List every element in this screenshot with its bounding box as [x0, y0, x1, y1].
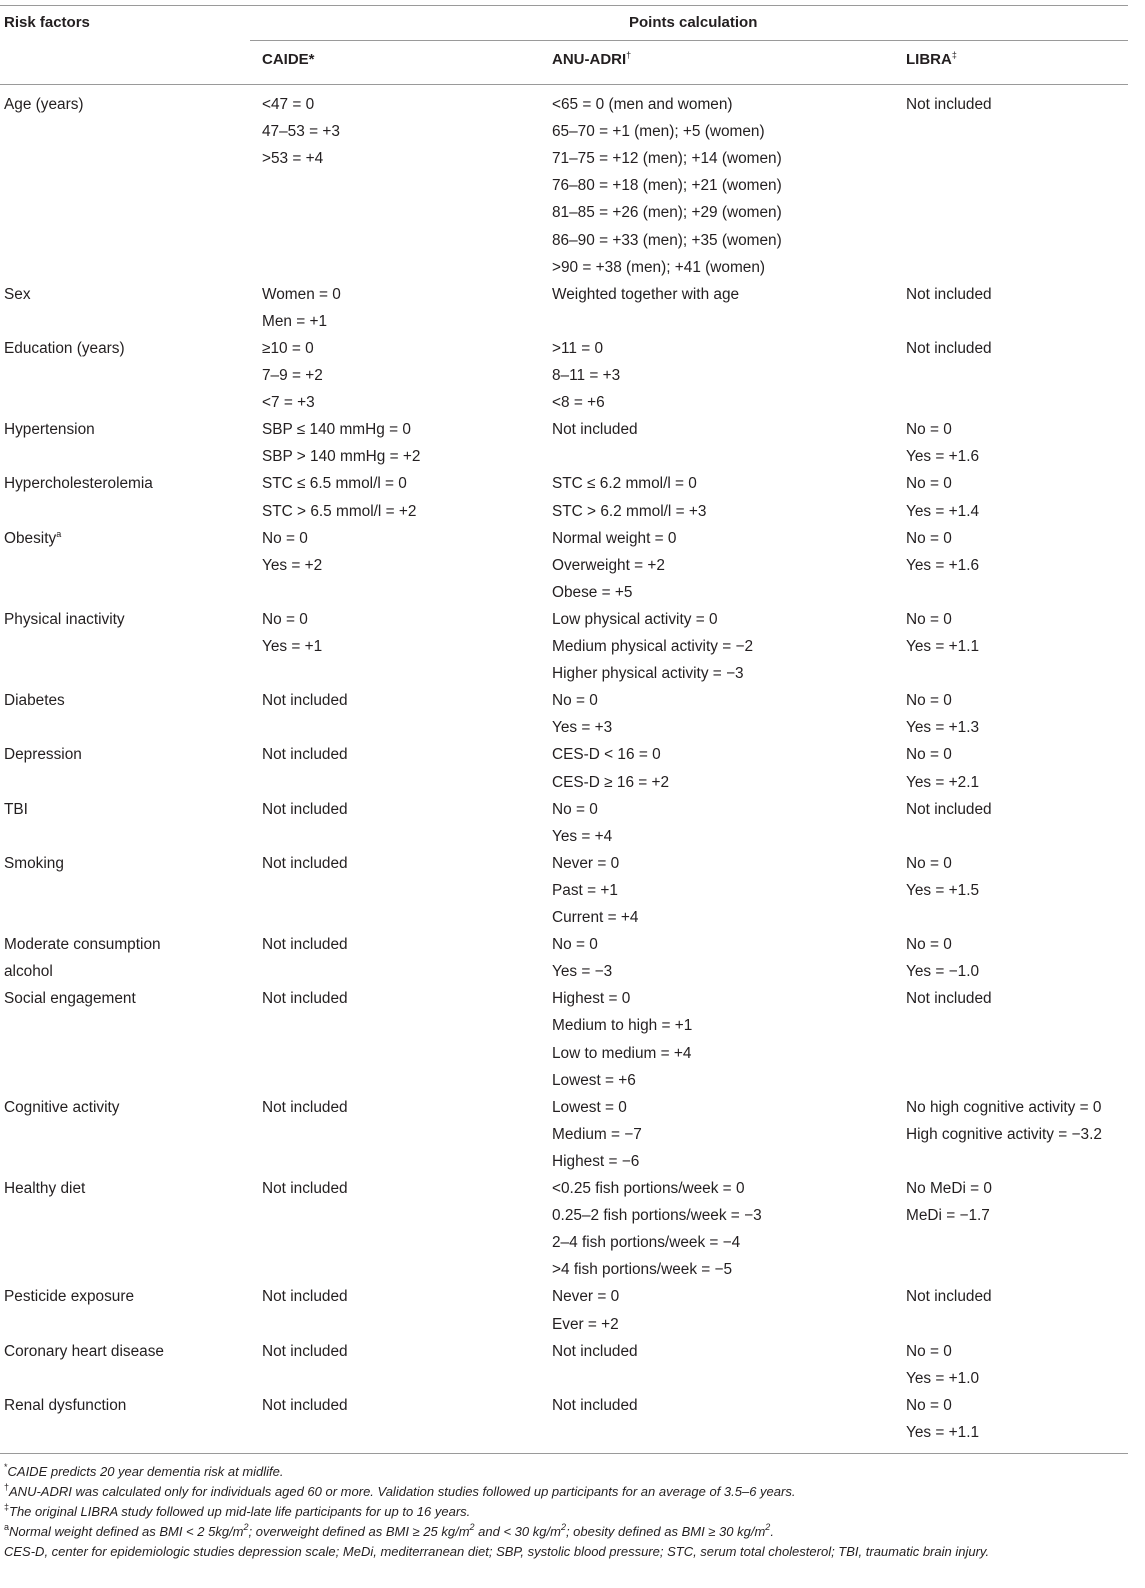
anu-adri-cell-line: Current = +4: [552, 909, 639, 926]
caide-cell-line: SBP > 140 mmHg = +2: [262, 448, 421, 466]
footnote-text: ; overweight defined as BMI ≥ 25 kg/m: [248, 1524, 470, 1539]
anu-adri-cell-line: <8 = +6: [552, 394, 605, 412]
anu-adri-cell-line: Normal weight = 0: [552, 529, 677, 547]
superscript-2: 2: [560, 1522, 566, 1532]
libra-column-mark: ‡: [951, 50, 957, 60]
anu-adri-cell-line: Yes = −3: [552, 963, 613, 981]
libra-cell-line: No = 0: [906, 1396, 952, 1414]
risk-factor-text: Hypercholesterolemia: [4, 475, 153, 493]
anu-adri-cell-line: STC > 6.2 mmol/l = +3: [552, 502, 707, 520]
caide-cell-line: <47 = 0: [262, 96, 315, 113]
risk-factor-text: Diabetes: [4, 692, 65, 710]
risk-factor-label: [4, 339, 125, 359]
anu-adri-cell-line: 71–75 = +12 (men); +14 (women): [552, 150, 782, 168]
libra-cell-line: Yes = +1.6: [906, 556, 980, 574]
caide-cell-line: Not included: [262, 800, 348, 818]
footnote-text: CAIDE predicts 20 year dementia risk at midlife.: [7, 1464, 284, 1479]
anu-adri-cell-line: Ever = +2: [552, 1315, 619, 1333]
footnote-mark: a: [4, 1522, 10, 1532]
anu-adri-cell-line: 8–11 = +3: [552, 367, 621, 384]
caide-cell-line: Not included: [262, 1098, 348, 1116]
risk-factor-label: [4, 1287, 134, 1307]
risk-factor-text: Hypertension: [4, 421, 95, 439]
libra-cell-line: Not included: [906, 339, 992, 357]
caide-cell-line: Yes = +2: [262, 556, 323, 574]
risk-factor-text: Depression: [4, 746, 82, 764]
anu-adri-cell-line: 76–80 = +18 (men); +21 (women): [552, 177, 782, 195]
points-calculation-rule: [250, 40, 1128, 41]
footnote-text: ANU-ADRI was calculated only for individuals aged 60 or more. Validation studies followed up participants for an average of 3.5–6 years.: [9, 1484, 796, 1499]
risk-factor-text: Physical inactivity: [4, 610, 125, 628]
anu-adri-cell-line: Low physical activity = 0: [552, 610, 718, 628]
caide-cell-line: Not included: [262, 1180, 348, 1197]
anu-adri-cell-line: CES-D ≥ 16 = +2: [552, 773, 670, 791]
caide-cell-line: STC > 6.5 mmol/l = +2: [262, 502, 417, 520]
anu-adri-cell-line: Low to medium = +4: [552, 1044, 692, 1062]
risk-factor-text: Healthy diet: [4, 1180, 86, 1197]
footnote-mark: ‡: [4, 1502, 10, 1512]
risk-factor-mark: a: [56, 528, 62, 539]
anu-adri-cell-line: >11 = 0: [552, 339, 604, 357]
anu-adri-cell-line: Lowest = 0: [552, 1098, 627, 1116]
libra-cell-line: No = 0: [906, 746, 952, 764]
footnote-libra: [4, 1502, 470, 1522]
anu-adri-cell-line: Lowest = +6: [552, 1071, 636, 1089]
footnote-bmi: [4, 1522, 774, 1542]
caide-cell-line: Not included: [262, 990, 348, 1008]
anu-adri-cell-line: 2–4 fish portions/week = −4: [552, 1234, 741, 1252]
libra-cell-line: No = 0: [906, 854, 952, 872]
risk-factor-label: [4, 610, 125, 630]
anu-adri-cell-line: >90 = +38 (men); +41 (women): [552, 258, 766, 276]
anu-adri-cell-line: CES-D < 16 = 0: [552, 746, 661, 764]
risk-factor-text: Renal dysfunction: [4, 1396, 127, 1414]
footnote-text: The original LIBRA study followed up mid-late life participants for up to 16 years.: [9, 1504, 471, 1519]
risk-factor-text: Moderate consumption: [4, 936, 161, 954]
superscript-2: 2: [765, 1522, 771, 1532]
caide-cell-line: Not included: [262, 746, 348, 764]
libra-cell-line: Yes = +1.1: [906, 638, 980, 655]
risk-factor-label: [4, 1179, 85, 1199]
libra-cell-line: No = 0: [906, 421, 952, 439]
anu-adri-cell-line: Highest = −6: [552, 1152, 640, 1170]
top-rule: [0, 5, 1128, 6]
libra-cell-line: Yes = +1.0: [906, 1369, 980, 1387]
libra-cell-line: Yes = +1.3: [906, 719, 980, 737]
libra-cell-line: Not included: [906, 285, 992, 303]
anu-adri-cell-line: Medium to high = +1: [552, 1017, 693, 1035]
libra-cell-line: Yes = +1.5: [906, 881, 980, 899]
risk-factor-text: Pesticide exposure: [4, 1288, 135, 1306]
anu-adri-cell-line: Yes = +3: [552, 719, 613, 737]
footnote-mark: †: [4, 1482, 10, 1492]
libra-cell-line: Not included: [906, 96, 992, 113]
anu-adri-cell-line: <0.25 fish portions/week = 0: [552, 1180, 745, 1197]
caide-cell-line: <7 = +3: [262, 394, 315, 412]
anu-adri-cell-line: <65 = 0 (men and women): [552, 96, 733, 113]
risk-factor-text: Sex: [4, 285, 31, 303]
anu-adri-column-mark: †: [626, 50, 632, 60]
points-calculation-header: Points calculation: [629, 14, 758, 31]
anu-adri-cell-line: 81–85 = +26 (men); +29 (women): [552, 204, 782, 222]
libra-cell-line: Yes = +1.4: [906, 502, 980, 520]
risk-factor-text: Social engagement: [4, 990, 136, 1008]
risk-factor-label: [4, 935, 161, 955]
caide-cell-line: Not included: [262, 854, 348, 872]
caide-cell-line: Yes = +1: [262, 638, 323, 655]
footnote-text: CES-D, center for epidemiologic studies depression scale; MeDi, mediterranean diet; SBP, systolic blood pressure; STC, serum total cholesterol; TBI, traumatic brain injury.: [4, 1544, 990, 1559]
anu-adri-cell-line: Not included: [552, 1342, 638, 1360]
caide-cell-line: 47–53 = +3: [262, 123, 340, 141]
anu-adri-cell-line: Not included: [552, 421, 638, 439]
anu-adri-cell-line: Obese = +5: [552, 583, 633, 601]
header-rule: [0, 84, 1128, 85]
risk-factor-text: Age (years): [4, 96, 84, 113]
libra-cell-line: Not included: [906, 800, 992, 818]
anu-adri-cell-line: Medium physical activity = −2: [552, 638, 754, 655]
anu-adri-cell-line: Weighted together with age: [552, 285, 740, 303]
anu-adri-cell-line: No = 0: [552, 936, 598, 954]
libra-cell-line: No high cognitive activity = 0: [906, 1098, 1102, 1116]
libra-cell-line: Not included: [906, 990, 992, 1008]
caide-cell-line: 7–9 = +2: [262, 367, 323, 384]
risk-factor-text: Coronary heart disease: [4, 1342, 164, 1360]
footnote-anu-adri: [4, 1482, 795, 1502]
caide-cell-line: No = 0: [262, 610, 308, 628]
libra-cell-line: No = 0: [906, 475, 952, 493]
anu-adri-cell-line: Not included: [552, 1396, 638, 1414]
caide-cell-line: No = 0: [262, 529, 308, 547]
anu-adri-cell-line: Overweight = +2: [552, 556, 665, 574]
anu-adri-cell-line: Medium = −7: [552, 1125, 642, 1143]
libra-cell-line: No MeDi = 0: [906, 1180, 992, 1197]
caide-cell-line: STC ≤ 6.5 mmol/l = 0: [262, 475, 407, 493]
libra-cell-line: Yes = +1.1: [906, 1423, 980, 1441]
libra-cell-line: No = 0: [906, 610, 952, 628]
risk-factor-text: TBI: [4, 800, 28, 818]
superscript-2: 2: [469, 1522, 475, 1532]
libra-cell-line: No = 0: [906, 692, 952, 710]
risk-factor-label: [4, 474, 153, 494]
caide-cell-line: Women = 0: [262, 285, 341, 303]
footnote-text: and < 30 kg/m: [474, 1524, 561, 1539]
risk-factor-label: [4, 420, 95, 440]
caide-column-mark: *: [308, 51, 315, 68]
caide-cell-line: Men = +1: [262, 312, 328, 330]
anu-adri-cell-line: No = 0: [552, 800, 598, 818]
anu-adri-cell-line: Higher physical activity = −3: [552, 665, 744, 683]
risk-factor-label: [4, 1342, 164, 1362]
libra-cell-line: No = 0: [906, 1342, 952, 1360]
anu-adri-cell-line: 0.25–2 fish portions/week = −3: [552, 1207, 762, 1225]
risk-factor-text: Education (years): [4, 339, 125, 357]
anu-adri-cell-line: 65–70 = +1 (men); +5 (women): [552, 123, 765, 141]
risk-factor-label: [4, 285, 31, 305]
libra-column-header: [906, 50, 957, 70]
anu-adri-cell-line: >4 fish portions/week = −5: [552, 1261, 733, 1279]
caide-cell-line: Not included: [262, 1288, 348, 1306]
caide-cell-line: Not included: [262, 692, 348, 710]
risk-factor-text: Smoking: [4, 854, 64, 872]
caide-cell-line: ≥10 = 0: [262, 339, 314, 357]
caide-column-header: [262, 50, 315, 70]
libra-cell-line: No = 0: [906, 529, 952, 547]
libra-cell-line: No = 0: [906, 936, 952, 954]
caide-column-title: CAIDE: [262, 51, 309, 68]
footnote-text: ; obesity defined as BMI ≥ 30 kg/m: [565, 1524, 766, 1539]
risk-factor-label: [4, 1396, 126, 1416]
anu-adri-cell-line: Never = 0: [552, 854, 620, 872]
risk-factor-label: [4, 691, 65, 711]
anu-adri-cell-line: Past = +1: [552, 881, 618, 899]
caide-cell-line: Not included: [262, 1342, 348, 1360]
risk-factor-label: [4, 745, 82, 765]
libra-cell-line: Yes = +1.6: [906, 448, 980, 466]
risk-factor-label: [4, 989, 136, 1009]
anu-adri-cell-line: STC ≤ 6.2 mmol/l = 0: [552, 475, 697, 493]
anu-adri-cell-line: Yes = +4: [552, 827, 613, 845]
anu-adri-column-title: ANU-ADRI: [552, 51, 627, 68]
libra-cell-line: Yes = −1.0: [906, 963, 980, 981]
footnote-abbreviations: [4, 1542, 989, 1562]
risk-factor-label-continued: alcohol: [4, 963, 53, 981]
caide-cell-line: Not included: [262, 1396, 348, 1414]
risk-factor-text: Cognitive activity: [4, 1098, 120, 1116]
anu-adri-cell-line: No = 0: [552, 692, 598, 710]
anu-adri-cell-line: 86–90 = +33 (men); +35 (women): [552, 231, 782, 249]
libra-cell-line: Yes = +2.1: [906, 773, 980, 791]
libra-cell-line: MeDi = −1.7: [906, 1207, 990, 1225]
anu-adri-column-header: [552, 50, 631, 70]
footnote-mark: *: [4, 1462, 8, 1472]
footnote-caide: [4, 1462, 284, 1482]
risk-factor-label: [4, 800, 28, 820]
libra-cell-line: High cognitive activity = −3.2: [906, 1125, 1102, 1143]
risk-factor-text: Obesity: [4, 529, 57, 547]
footnote-text: .: [770, 1524, 774, 1539]
caide-cell-line: SBP ≤ 140 mmHg = 0: [262, 421, 411, 439]
anu-adri-cell-line: Highest = 0: [552, 990, 631, 1008]
risk-factor-label: [4, 1098, 119, 1118]
anu-adri-cell-line: Never = 0: [552, 1288, 620, 1306]
superscript-2: 2: [243, 1522, 249, 1532]
risk-factor-label: [4, 854, 64, 874]
caide-cell-line: Not included: [262, 936, 348, 954]
libra-cell-line: Not included: [906, 1288, 992, 1306]
footnote-text: Normal weight defined as BMI < 2 5kg/m: [9, 1524, 244, 1539]
risk-factor-label: [4, 95, 84, 115]
risk-factor-label: [4, 529, 61, 549]
libra-column-title: LIBRA: [906, 51, 952, 68]
risk-factors-header: Risk factors: [4, 14, 90, 31]
bottom-rule: [0, 1453, 1128, 1454]
caide-cell-line: >53 = +4: [262, 150, 324, 168]
